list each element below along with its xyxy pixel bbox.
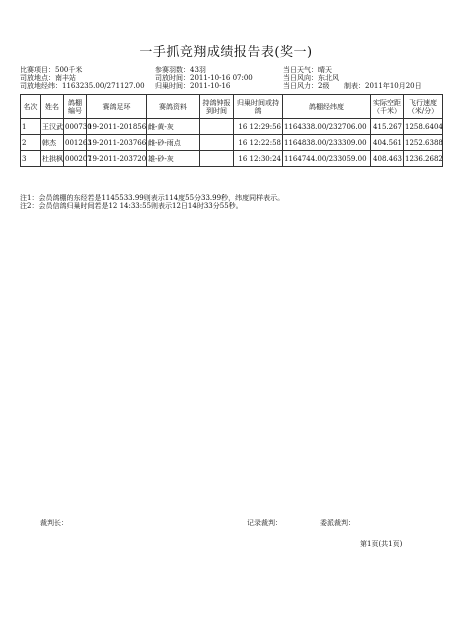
rank-cell: 3 <box>21 151 41 167</box>
return-date: 归巢时间：2011-10-16 <box>155 82 231 90</box>
recorder-judge-label: 记录裁判： <box>247 519 282 527</box>
table-row <box>21 135 443 151</box>
table-row <box>21 119 443 135</box>
distance-cell: 415.267 <box>371 119 404 135</box>
distance-cell: 404.561 <box>371 135 404 151</box>
loft-coordinates-cell: 1164744.00/233059.00 <box>283 151 371 167</box>
clock-time-cell <box>200 119 234 135</box>
pigeon-info-cell: 雌-砂-雨点 <box>147 135 200 151</box>
report-title: 一手抓竞翔成绩报告表(奖一) <box>139 45 313 60</box>
report-date: 制表：2011年10月20日 <box>344 82 422 90</box>
header-clock-time: 持鸽钟报到时间 <box>200 95 234 119</box>
arrival-time-cell: 16 12:22:58 <box>234 135 283 151</box>
clock-time-cell <box>200 135 234 151</box>
header-loft-id: 鸽棚编号 <box>64 95 87 119</box>
ring-cell: 19-2011-203720 <box>87 151 147 167</box>
delegate-judge-label: 委派裁判： <box>320 519 355 527</box>
header-loft-coordinates: 鸽棚经纬度 <box>283 95 371 119</box>
rank-cell: 2 <box>21 135 41 151</box>
pigeon-info-cell: 雄-砂-灰 <box>147 151 200 167</box>
release-time: 司放时间：2011-10-16 07:00 <box>155 74 253 82</box>
loft-coordinates-cell: 1164838.00/233309.00 <box>283 135 371 151</box>
note-1: 注1：会员鸽棚的东经若是1145533.99则表示114度55分33.99秒，纬度同样表示。 <box>20 194 285 202</box>
header-name: 姓名 <box>41 95 64 119</box>
header-ring: 赛鸽足环 <box>87 95 147 119</box>
table-row <box>21 151 443 167</box>
pigeon-info-cell: 雌-黄-灰 <box>147 119 200 135</box>
arrival-time-cell: 16 12:29:56 <box>234 119 283 135</box>
table-header-row <box>21 95 443 119</box>
loft-coordinates-cell: 1164338.00/232706.00 <box>283 119 371 135</box>
weather: 当日天气：晴天 <box>283 66 332 74</box>
name-cell: 杜拱枫 <box>41 151 64 167</box>
loft-id-cell: 000207 <box>64 151 87 167</box>
release-coordinates: 司放地经纬：1163235.00/271127.00 <box>20 82 145 90</box>
header-rank: 名次 <box>21 95 41 119</box>
loft-id-cell: 000730 <box>64 119 87 135</box>
speed-cell: 1258.6404 <box>404 119 443 135</box>
speed-cell: 1252.6388 <box>404 135 443 151</box>
ring-cell: 19-2011-203766 <box>87 135 147 151</box>
arrival-time-cell: 16 12:30:24 <box>234 151 283 167</box>
speed-cell: 1236.2682 <box>404 151 443 167</box>
ring-cell: 19-2011-201856 <box>87 119 147 135</box>
header-pigeon-info: 赛鸽资料 <box>147 95 200 119</box>
race-distance: 比赛项目：500千米 <box>20 66 83 74</box>
name-cell: 韩杰 <box>41 135 64 151</box>
release-location: 司放地点：南丰站 <box>20 74 76 82</box>
wind-force: 当日风力：2级 <box>283 82 330 90</box>
wind-direction: 当日风向：东北风 <box>283 74 339 82</box>
header-speed: 飞行速度（米/分） <box>404 95 443 119</box>
note-2: 注2：会员信鸽归巢时间若是12 14:33:55则表示12日14时33分55秒。 <box>20 202 243 210</box>
results-table <box>20 94 443 167</box>
loft-id-cell: 001263 <box>64 135 87 151</box>
name-cell: 王汉武 <box>41 119 64 135</box>
page-number: 第1页(共1页) <box>360 540 403 548</box>
entry-count: 参赛羽数：43羽 <box>155 66 206 74</box>
rank-cell: 1 <box>21 119 41 135</box>
chief-judge-label: 裁判长： <box>40 519 68 527</box>
clock-time-cell <box>200 151 234 167</box>
distance-cell: 408.463 <box>371 151 404 167</box>
header-distance: 实际空距（千米） <box>371 95 404 119</box>
header-arrival-time: 归巢时间或持鸽 <box>234 95 283 119</box>
